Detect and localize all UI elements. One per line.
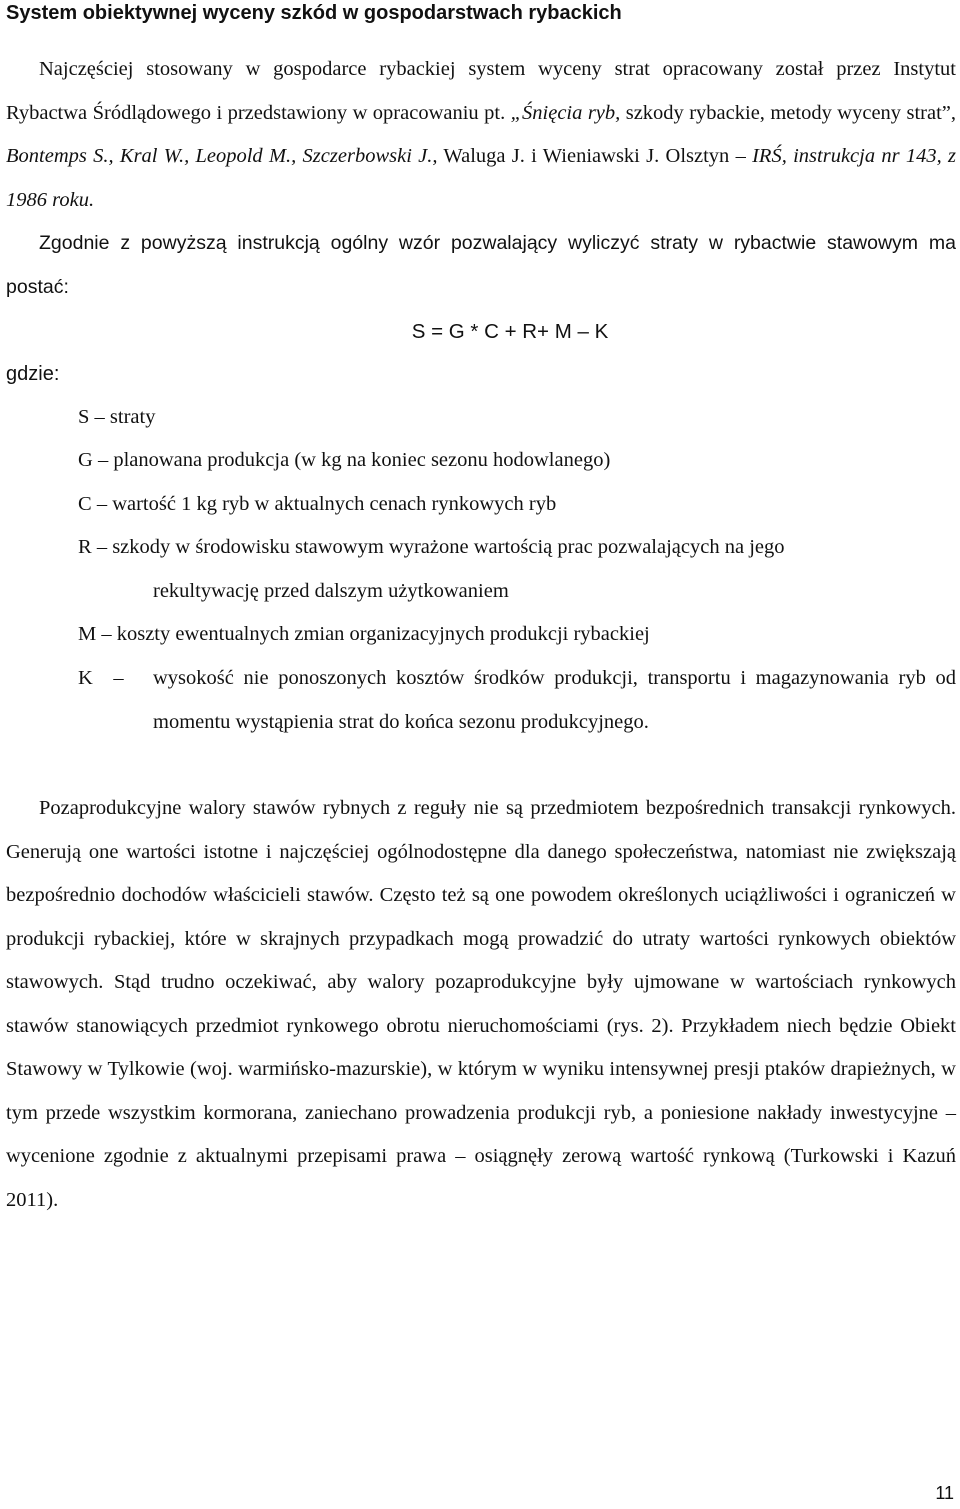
page-number: 11 — [935, 1483, 954, 1503]
section-heading: System obiektywnej wyceny szkód w gospodarstwach rybackich — [6, 2, 622, 24]
definition-r — [78, 526, 784, 570]
definition-symbol: G — [78, 449, 93, 471]
definition-symbol: S — [78, 406, 90, 428]
definition-k — [78, 657, 956, 744]
definition-text: wartość 1 kg ryb w aktualnych cenach rynkowych ryb — [112, 493, 557, 515]
definition-text: koszty ewentualnych zmian organizacyjnych produkcji rybackiej — [116, 623, 650, 645]
definition-dash: – — [94, 406, 105, 428]
definition-dash: – — [101, 623, 112, 645]
intro-lead: Najczęściej stosowany w gospodarce rybackiej system wyceny strat opracowany został przez Instytut Rybactwa Śródlądowego i przedstawiony w opracowaniu pt. — [6, 58, 956, 124]
where-label: gdzie: — [6, 363, 60, 385]
paragraph-formula-intro: Zgodnie z powyższą instrukcją ogólny wzór pozwalający wyliczyć straty w rybactwie stawowym ma postać: — [6, 232, 956, 298]
definition-s — [78, 396, 155, 440]
definition-dash: – — [96, 493, 108, 515]
definition-text: planowana produkcja (w kg na koniec sezonu hodowlanego) — [113, 449, 611, 471]
definition-dash: – — [96, 536, 108, 558]
definition-text: straty — [109, 406, 156, 428]
formula: S = G * C + R+ M – K — [411, 320, 609, 343]
definition-dash: – — [97, 449, 109, 471]
paragraph-discussion: Pozaprodukcyjne walory stawów rybnych z reguły nie są przedmiotem bezpośrednich transakcji rynkowych. Generują one wartości istotne i najczęściej ogólnodostępne dla danego społeczeństwa, natomiast nie zwiększają bezpośrednio dochodów właścicieli stawów. Często też są one powodem określonych uciążliwości i ograniczeń w produkcji rybackiej, które w skrajnych przypadkach mogą prowadzić do utraty wartości rynkowych obiektów stawowych. Stąd trudno oczekiwać, aby walory pozaprodukcyjne były ujmowane w wartościach rynkowych stawów stanowiących przedmiot rynkowego obrotu nieruchomościami (rys. 2). Przykładem niech będzie Obiekt Stawowy w Tylkowie (woj. warmińsko-mazurskie), w którym w wyniku intensywnej presji ptaków drapieżnych, w tym przede wszystkim kormorana, zaniechano prowadzenia produkcji ryb, a poniesione nakłady inwestycyjne – wycenione zgodnie z aktualnymi przepisami prawa – osiągnęły zerową wartość rynkową (Turkowski i Kazuń 2011). — [6, 797, 956, 1211]
definition-g — [78, 439, 610, 483]
definition-text: szkody w środowisku stawowym wyrażone wartością prac pozwalających na jego — [112, 536, 785, 558]
definition-symbol: R — [78, 536, 92, 558]
publication-authors: Bontemps S., Kral W., Leopold M., Szczerbowski J., — [6, 145, 438, 167]
definition-symbol: C — [78, 493, 92, 515]
publication-title: „Śnięcia ryb, — [510, 101, 621, 124]
definition-symbol: M — [78, 623, 97, 645]
definition-text: wysokość nie ponoszonych kosztów środków produkcji, transportu i magazynowania ryb od momentu wystąpienia strat do końca sezonu produkcyjnego. — [153, 667, 956, 733]
publication-authors-cont: Waluga J. i Wieniawski J. Olsztyn – — [437, 145, 753, 167]
publication-source: IRŚ, instrukcja nr 143, z 1986 roku. — [6, 145, 956, 211]
publication-subtitle: szkody rybackie, metody wyceny strat”, — [620, 101, 956, 124]
paragraph-intro — [6, 48, 956, 222]
definition-r-continued: rekultywację przed dalszym użytkowaniem — [153, 580, 509, 602]
definition-c — [78, 483, 556, 527]
definition-m — [78, 613, 650, 657]
definition-symbol-dash: K – — [78, 667, 124, 689]
